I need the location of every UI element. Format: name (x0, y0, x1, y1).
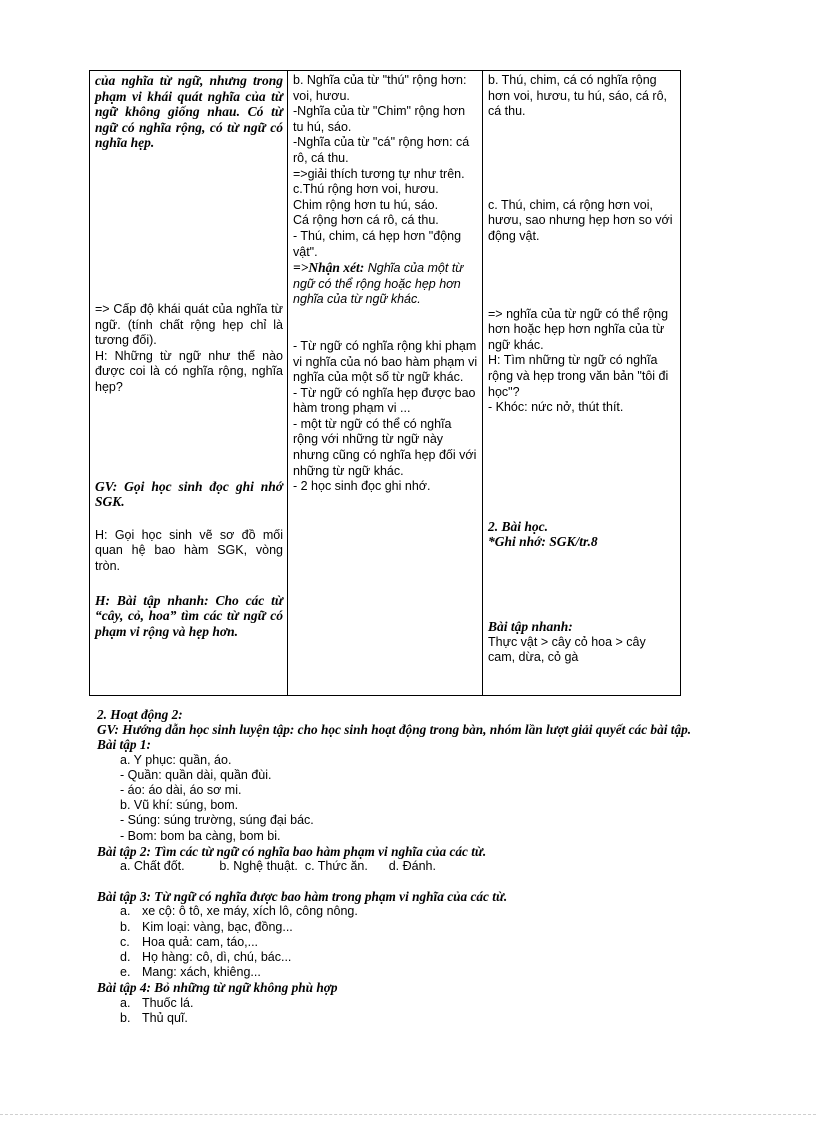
remark-lead: =>Nhận xét: (293, 260, 365, 276)
list-item: b. Thủ quĩ. (120, 1010, 188, 1025)
list-item: b. Kim loại: vàng, bạc, đồng... (120, 919, 293, 934)
cell-text: -Nghĩa của từ "cá" rộng hơn: cá rô, cá thu. (293, 135, 470, 165)
list-item: a. xe cộ: ô tô, xe máy, xích lô, công nông. (120, 904, 358, 919)
cell-text: Chim rộng hơn tu hú, sáo. (293, 197, 439, 212)
cell-text: Thực vật > cây cỏ hoa > cây cam, dừa, cỏ gà (488, 634, 646, 665)
list-item: a. Thuốc lá. (120, 995, 194, 1010)
cell-text: Cá rộng hơn cá rô, cá thu. (293, 213, 439, 228)
list-item: - Quần: quần dài, quần đùi. (120, 767, 272, 782)
cell-text: H: Những từ ngữ như thế nào được coi là có nghĩa rộng, nghĩa hẹp? (95, 348, 283, 394)
cell-text: H: Tìm những từ ngữ có nghĩa rộng và hẹp trong văn bản "tôi đi học"? (488, 353, 669, 399)
cell-text: => nghĩa của từ ngữ có thể rộng hơn hoặc hẹp hơn nghĩa của từ ngữ khác. (488, 306, 669, 352)
cell-text: =>giải thích tương tự như trên. (293, 166, 465, 181)
list-item: d. Họ hàng: cô, dì, chú, bác... (120, 950, 292, 965)
activity-heading: 2. Hoạt động 2: (97, 707, 183, 722)
cell-text: =>Nhận xét: Nghĩa của một từ ngữ có thể rộng hoặc hẹp hơn nghĩa của từ ngữ khác. (293, 260, 464, 307)
exercise-1-title: Bài tập 1: (97, 737, 151, 753)
list-item: a. Y phục: quần, áo. (120, 752, 232, 767)
cell-text: - Thú, chim, cá hẹp hơn "động vật". (293, 228, 462, 259)
teacher-column (90, 71, 288, 696)
lesson-table (89, 70, 681, 696)
cell-text: 2. Bài học. (488, 518, 549, 534)
list-item: c. Hoa quả: cam, táo,... (120, 934, 259, 949)
exercise-4-title: Bài tập 4: Bỏ những từ ngữ không phù hợp (97, 980, 338, 996)
list-item: e. Mang: xách, khiêng... (120, 965, 261, 980)
teacher-instruction: GV: Hướng dẫn học sinh luyện tập: cho học sinh hoạt động trong bàn, nhóm lần lượt giải quyết các bài tập. (97, 722, 692, 738)
exercise-3-title: Bài tập 3: Từ ngữ có nghĩa được bao hàm trong phạm vi nghĩa của các từ. (97, 889, 508, 905)
cell-text: b. Nghĩa của từ "thú" rộng hơn: voi, hươu. (293, 73, 467, 103)
content-column (483, 71, 681, 696)
cell-text: b. Thú, chim, cá có nghĩa rộng hơn voi, hươu, tu hú, sáo, cá rô, cá thu. (488, 73, 668, 119)
list-item: b. Vũ khí: súng, bom. (120, 798, 239, 813)
cell-text: -Nghĩa của từ "Chim" rộng hơn tu hú, sáo. (293, 104, 466, 134)
cell-text: => Cấp độ khái quát của nghĩa từ ngữ. (tính chất rộng hẹp chỉ là tương đối). (95, 301, 283, 348)
cell-text: - Từ ngữ có nghĩa rộng khi phạm vi nghĩa của nó bao hàm phạm vi nghĩa của một số từ ngữ khác. (293, 338, 478, 385)
cell-text: GV: Gọi học sinh đọc ghi nhớ SGK. (95, 478, 283, 510)
cell-text: - 2 học sinh đọc ghi nhớ. (293, 479, 431, 494)
cell-text: c.Thú rộng hơn voi, hươu. (293, 182, 439, 197)
list-item: - Bom: bom ba càng, bom bi. (120, 828, 281, 843)
cell-text: c. Thú, chim, cá rộng hơn voi, hươu, sao nhưng hẹp hơn so với động vật. (488, 197, 673, 243)
cell-text: H: Gọi học sinh vẽ sơ đồ mối quan hệ bao hàm SGK, vòng tròn. (95, 527, 283, 573)
cell-text: - Khóc: nức nở, thút thít. (488, 400, 624, 415)
cell-text: Bài tập nhanh: (488, 618, 573, 634)
page-bottom-divider (0, 1114, 816, 1115)
cell-text: - Từ ngữ có nghĩa hẹp được bao hàm trong phạm vi ... (293, 385, 476, 416)
cell-text: *Ghi nhớ: SGK/tr.8 (488, 534, 598, 550)
list-item: - áo: áo dài, áo sơ mi. (120, 783, 242, 798)
cell-text: của nghĩa từ ngữ, nhưng trong phạm vi khái quát nghĩa của từ ngữ không giống nhau. Có từ ngữ có nghĩa rộng, có từ ngữ có nghĩa hẹp. (95, 73, 283, 151)
list-item: a. Chất đốt. b. Nghệ thuật. c. Thức ăn. d. Đánh. (120, 859, 436, 874)
activity-section (97, 707, 777, 1026)
cell-text: H: Bài tập nhanh: Cho các từ “cây, cỏ, hoa” tìm các từ ngữ có phạm vi rộng và hẹp hơn. (95, 592, 283, 639)
table-row (90, 71, 681, 696)
exercise-2-title: Bài tập 2: Tìm các từ ngữ có nghĩa bao hàm phạm vi nghĩa của các từ. (97, 843, 487, 859)
cell-text: - một từ ngữ có thể có nghĩa rộng với những từ ngữ này nhưng cũng có nghĩa hẹp đối với những từ ngữ khác. (293, 416, 477, 478)
list-item: - Súng: súng trường, súng đại bác. (120, 813, 314, 828)
student-column (288, 71, 483, 696)
